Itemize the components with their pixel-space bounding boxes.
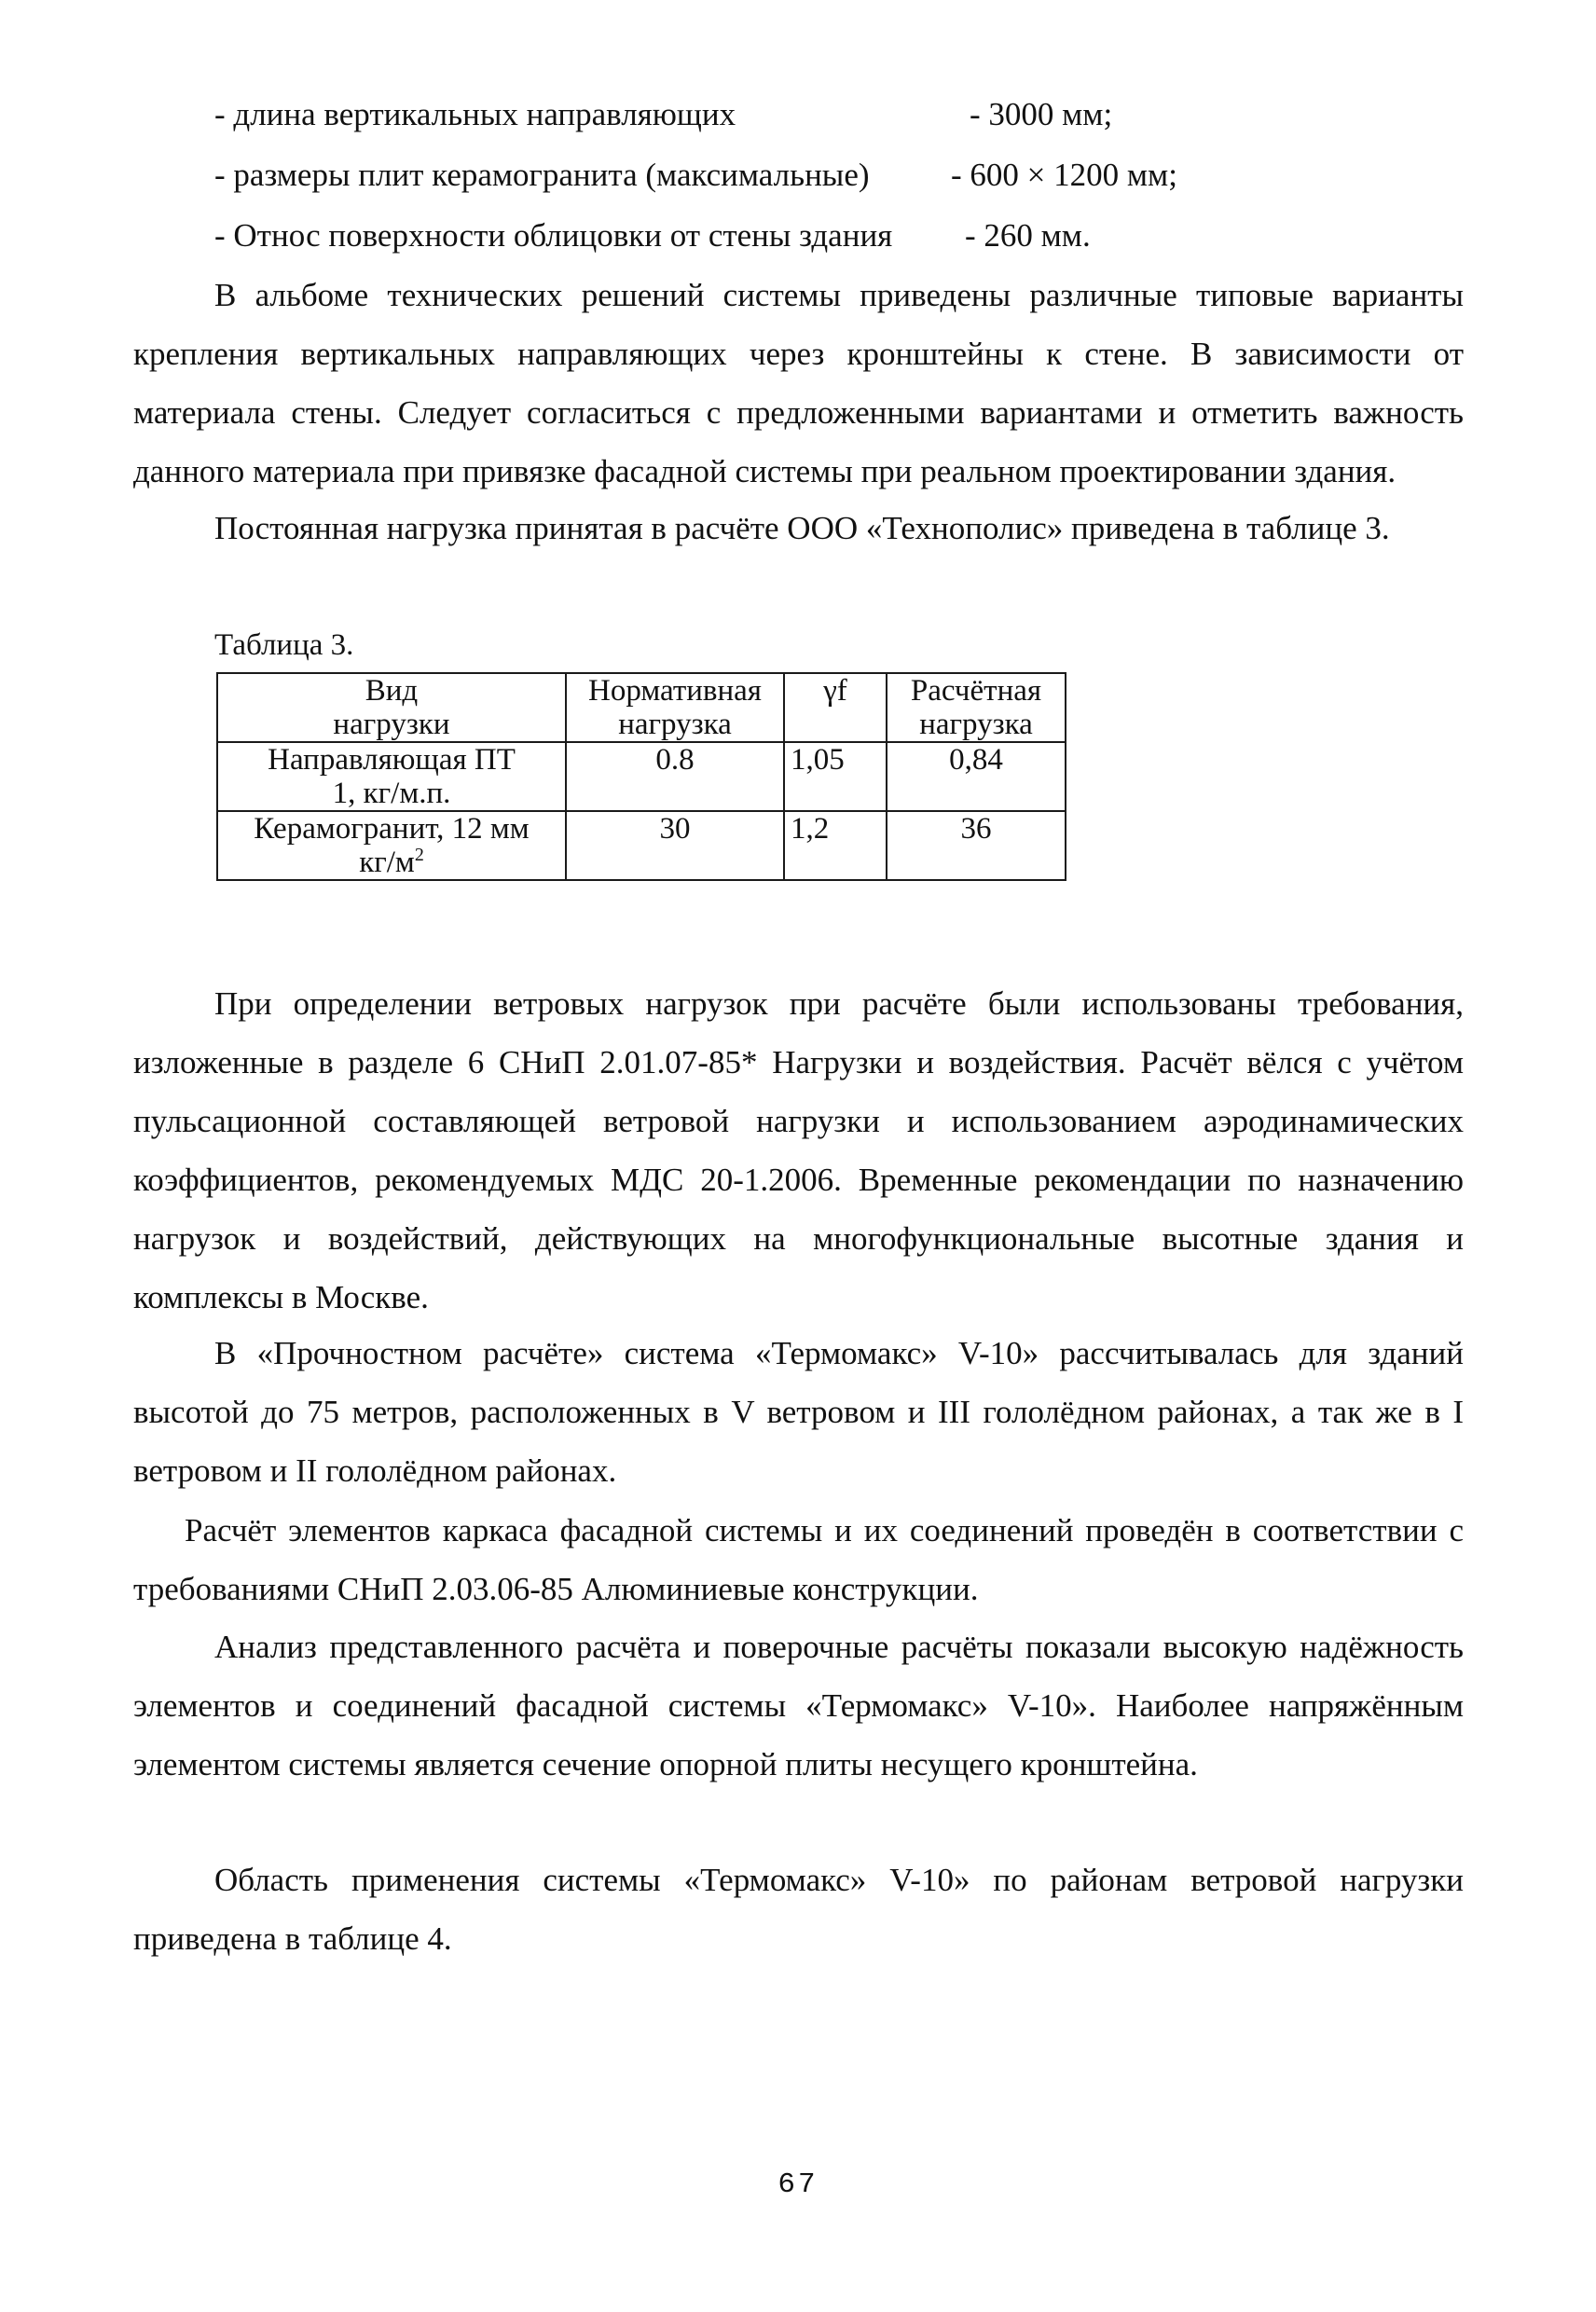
row-guide-name-line2: 1, кг/м.п. bbox=[332, 777, 451, 810]
header-normative-line2: нагрузка bbox=[618, 708, 732, 741]
header-load-type-line1: Вид bbox=[365, 674, 419, 708]
header-gamma-text: γf bbox=[823, 674, 847, 708]
table-row bbox=[217, 811, 1066, 880]
row-ceramic-name-line1: Керамогранит, 12 мм bbox=[254, 812, 530, 846]
paragraph-application: Область применения системы «Термомакс» V-10» по районам ветровой нагрузки приведена в таблице 4. bbox=[133, 1862, 1464, 1957]
header-gamma-spacer bbox=[791, 708, 880, 741]
paragraph-wind-loads: При определении ветровых нагрузок при расчёте были использованы требования, изложенные в разделе 6 СНиП 2.01.07-85* Нагрузки и воздействия. Расчёт вёлся с учётом пульсационной составляющей ветровой нагрузки и использованием аэродинамических коэффициентов, рекомендуемых МДС 20-1.2006. Временные рекомендации по назначению нагрузок и воздействий, действующих на многофункциональные высотные здания и комплексы в Москве. bbox=[133, 985, 1464, 1315]
paragraph-brackets: В альбоме технических решений системы приведены различные типовые варианты крепления вертикальных направляющих через кронштейны к стене. В зависимости от материала стены. Следует согласиться с предложенными вариантами и отметить важность данного материала при привязке фасадной системы при реальном проектировании здания. bbox=[133, 277, 1464, 489]
header-gamma bbox=[784, 673, 887, 742]
spec-label-length: - длина вертикальных направляющих bbox=[214, 96, 736, 132]
row-ceramic-normative: 30 bbox=[566, 811, 784, 880]
page-number: 67 bbox=[777, 2168, 819, 2201]
row-ceramic-unit-exponent: 2 bbox=[414, 845, 424, 865]
header-load-type bbox=[217, 673, 566, 742]
loads-table bbox=[216, 672, 1066, 881]
row-ceramic-gamma: 1,2 bbox=[784, 811, 887, 880]
spec-value-offset: - 260 мм. bbox=[965, 217, 1091, 254]
paragraph-frame-calc: Расчёт элементов каркаса фасадной системы и их соединений проведён в соответствии с требованиями СНиП 2.03.06-85 Алюминиевые конструкции. bbox=[133, 1512, 1464, 1607]
spec-value-tile-size: - 600 × 1200 мм; bbox=[951, 157, 1177, 193]
header-normative-line1: Нормативная bbox=[588, 674, 762, 708]
row-guide-name-line1: Направляющая ПТ bbox=[268, 743, 516, 777]
row-ceramic-name bbox=[217, 811, 566, 880]
row-guide-name bbox=[217, 742, 566, 811]
header-design bbox=[887, 673, 1066, 742]
spec-value-length: - 3000 мм; bbox=[970, 96, 1113, 132]
table-caption: Таблица 3. bbox=[214, 628, 354, 662]
paragraph-constant-load: Постоянная нагрузка принятая в расчёте ООО «Технополис» приведена в таблице 3. bbox=[214, 510, 1390, 546]
row-guide-normative: 0.8 bbox=[566, 742, 784, 811]
header-design-line2: нагрузка bbox=[919, 708, 1033, 741]
row-guide-design: 0,84 bbox=[887, 742, 1066, 811]
row-ceramic-unit: кг/м bbox=[359, 846, 415, 879]
table-header-row bbox=[217, 673, 1066, 742]
spec-label-tile-size: - размеры плит керамогранита (максимальные) bbox=[214, 157, 870, 193]
row-ceramic-design: 36 bbox=[887, 811, 1066, 880]
paragraph-analysis: Анализ представленного расчёта и поверочные расчёты показали высокую надёжность элементов и соединений фасадной системы «Термомакс» V-10». Наиболее напряжённым элементом системы является сечение опорной плиты несущего кронштейна. bbox=[133, 1629, 1464, 1782]
spec-label-offset: - Относ поверхности облицовки от стены здания bbox=[214, 217, 893, 254]
header-load-type-line2: нагрузки bbox=[333, 708, 450, 741]
row-ceramic-name-line2 bbox=[224, 846, 559, 879]
paragraph-strength-calc: В «Прочностном расчёте» система «Термомакс» V-10» рассчитывалась для зданий высотой до 75 метров, расположенных в V ветровом и III гололёдном районах, а так же в I ветровом и II гололёдном районах. bbox=[133, 1335, 1464, 1489]
header-normative bbox=[566, 673, 784, 742]
table-row bbox=[217, 742, 1066, 811]
header-design-line1: Расчётная bbox=[910, 674, 1042, 708]
row-guide-gamma: 1,05 bbox=[784, 742, 887, 811]
